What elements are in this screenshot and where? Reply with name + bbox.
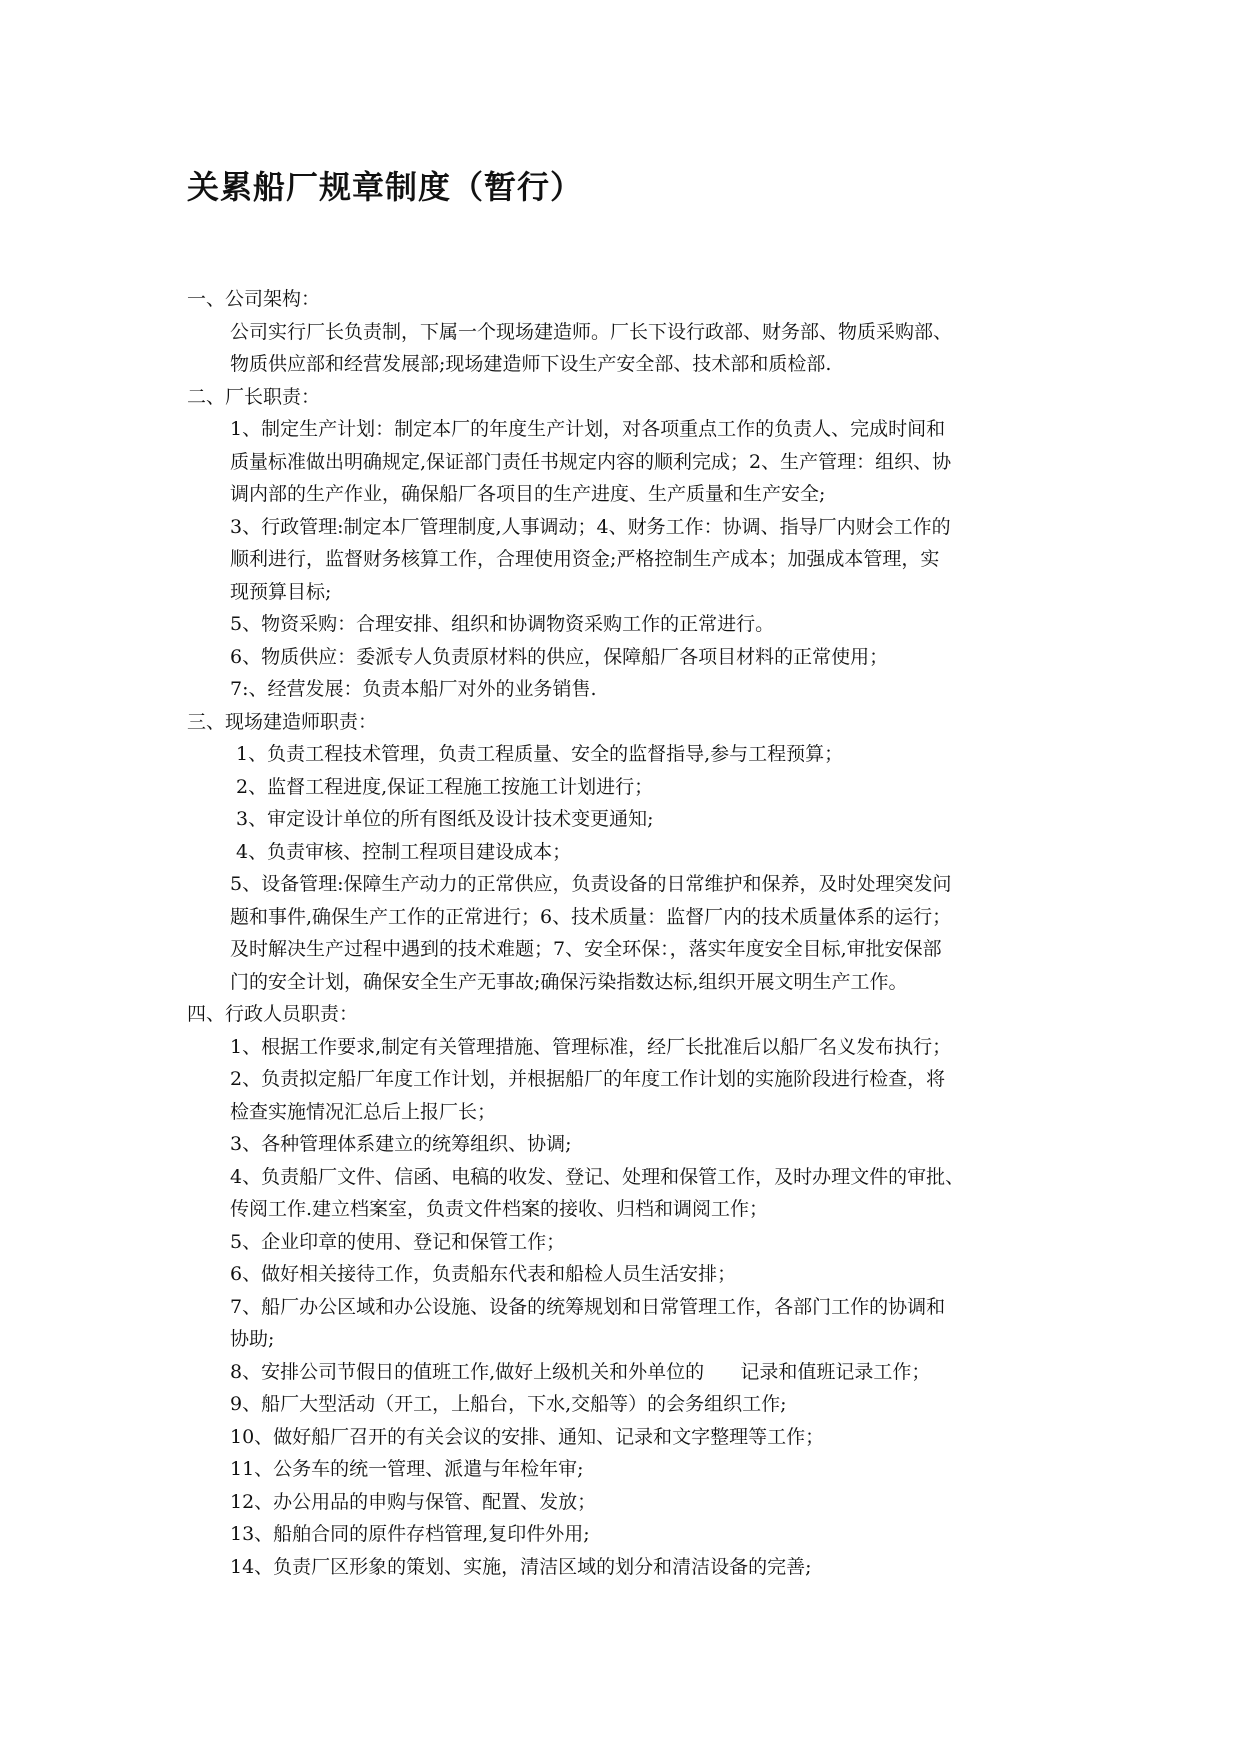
paragraph-line: 5、物资采购：合理安排、组织和协调物资采购工作的正常进行。 (230, 613, 775, 635)
paragraph-line: 11、公务车的统一管理、派遣与年检年审; (230, 1458, 584, 1480)
paragraph-line: 3、行政管理:制定本厂管理制度,人事调动；4、财务工作：协调、指导厂内财会工作的 (230, 515, 951, 538)
section-heading: 一、公司架构： (187, 288, 321, 310)
section-heading: 二、厂长职责： (187, 385, 321, 408)
paragraph-line: 2、负责拟定船厂年度工作计划，并根据船厂的年度工作计划的实施阶段进行检查，将 (230, 1068, 946, 1090)
paragraph-line: 3、审定设计单位的所有图纸及设计技术变更通知; (230, 808, 654, 830)
paragraph-line: 6、做好相关接待工作，负责船东代表和船检人员生活安排； (230, 1263, 737, 1285)
paragraph-line: 4、负责审核、控制工程项目建设成本； (230, 840, 572, 863)
paragraph-line: 1、负责工程技术管理，负责工程质量、安全的监督指导,参与工程预算； (230, 743, 844, 765)
paragraph-line: 3、各种管理体系建立的统筹组织、协调; (230, 1133, 572, 1155)
paragraph-line: 1、制定生产计划：制定本厂的年度生产计划，对各项重点工作的负责人、完成时间和 (230, 418, 946, 440)
paragraph-line: 协助; (230, 1328, 275, 1350)
paragraph-line: 8、安排公司节假日的值班工作,做好上级机关和外单位的 记录和值班记录工作； (230, 1360, 931, 1383)
paragraph-line: 7、船厂办公区域和办公设施、设备的统筹规划和日常管理工作，各部门工作的协调和 (230, 1295, 946, 1318)
paragraph-line: 14、负责厂区形象的策划、实施，清洁区域的划分和清洁设备的完善; (230, 1555, 812, 1578)
paragraph-line: 调内部的生产作业，确保船厂各项目的生产进度、生产质量和生产安全; (230, 483, 826, 505)
paragraph-line: 门的安全计划，确保安全生产无事故;确保污染指数达标,组织开展文明生产工作。 (230, 970, 908, 993)
paragraph-line: 12、办公用品的申购与保管、配置、发放； (230, 1490, 597, 1513)
paragraph-line: 10、做好船厂召开的有关会议的安排、通知、记录和文字整理等工作； (230, 1425, 825, 1448)
paragraph-line: 顺利进行，监督财务核算工作，合理使用资金;严格控制生产成本；加强成本管理，实 (230, 548, 940, 570)
document-title: 关累船厂规章制度（暂行） (187, 168, 584, 206)
paragraph-line: 1、根据工作要求,制定有关管理措施、管理标准，经厂长批准后以船厂名义发布执行； (230, 1035, 952, 1058)
paragraph-line: 公司实行厂长负责制，下属一个现场建造师。厂长下设行政部、财务部、物质采购部、 (230, 320, 953, 343)
paragraph-line: 5、企业印章的使用、登记和保管工作； (230, 1230, 566, 1253)
paragraph-line: 13、船舶合同的原件存档管理,复印件外用; (230, 1523, 590, 1545)
paragraph-line: 题和事件,确保生产工作的正常进行；6、技术质量：监督厂内的技术质量体系的运行； (230, 905, 952, 928)
paragraph-line: 2、监督工程进度,保证工程施工按施工计划进行； (230, 775, 654, 798)
paragraph-line: 检查实施情况汇总后上报厂长； (230, 1100, 497, 1123)
document-body (187, 283, 1067, 1583)
paragraph-line: 传阅工作.建立档案室，负责文件档案的接收、归档和调阅工作； (230, 1198, 769, 1220)
paragraph-line: 5、设备管理:保障生产动力的正常供应，负责设备的日常维护和保养，及时处理突发问 (230, 873, 952, 895)
paragraph-line: 现预算目标; (230, 580, 332, 603)
paragraph-line: 质量标准做出明确规定,保证部门责任书规定内容的顺利完成；2、生产管理：组织、协 (230, 450, 952, 473)
paragraph-line: 及时解决生产过程中遇到的技术难题；7、安全环保：，落实年度安全目标,审批安保部 (230, 938, 942, 960)
paragraph-line: 9、船厂大型活动（开工，上船台，下水,交船等）的会务组织工作; (230, 1393, 787, 1415)
section-heading: 三、现场建造师职责： (187, 710, 378, 733)
paragraph-line: 7:、经营发展：负责本船厂对外的业务销售. (230, 678, 597, 700)
paragraph-line: 6、物质供应：委派专人负责原材料的供应，保障船厂各项目材料的正常使用； (230, 645, 889, 668)
paragraph-line: 物质供应部和经营发展部;现场建造师下设生产安全部、技术部和质检部. (230, 353, 832, 375)
paragraph-line: 4、负责船厂文件、信函、电稿的收发、登记、处理和保管工作，及时办理文件的审批、 (230, 1165, 965, 1188)
section-heading: 四、行政人员职责： (187, 1003, 359, 1025)
